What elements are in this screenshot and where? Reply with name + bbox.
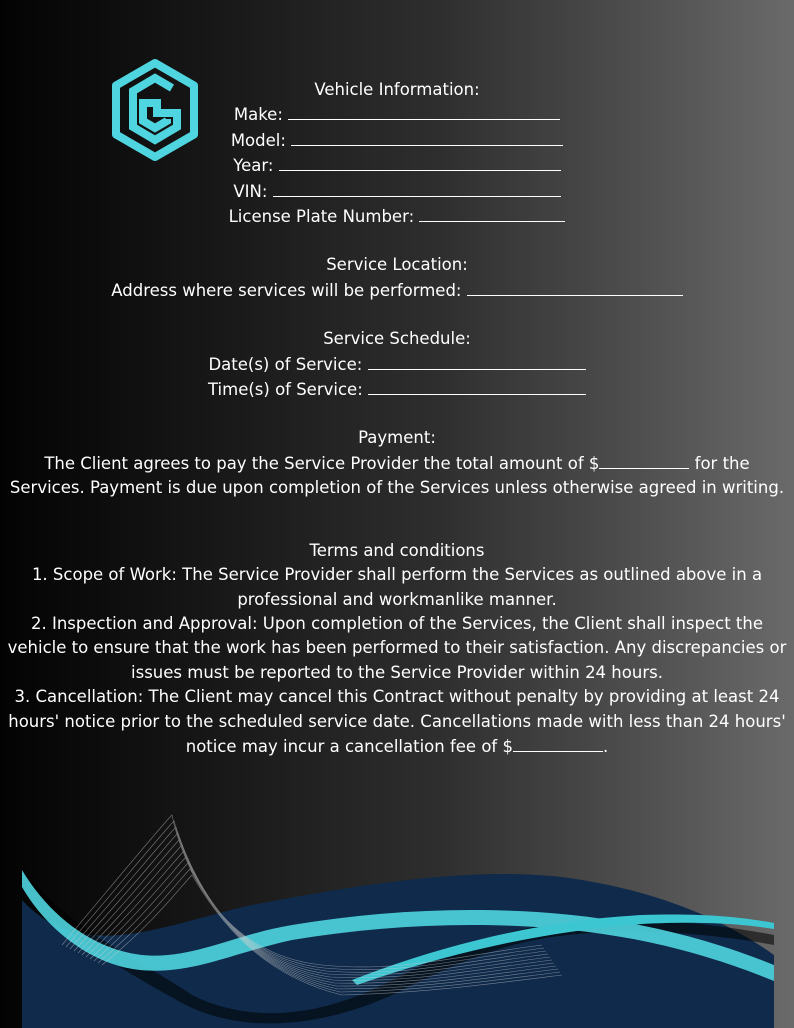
wave-decoration (22, 805, 774, 1028)
plate-field (0, 204, 794, 229)
model-field (0, 128, 794, 153)
plate-label: License Plate Number: (228, 207, 415, 227)
payment-amount-blank[interactable] (599, 451, 689, 469)
vehicle-heading: Vehicle Information: (314, 80, 480, 99)
year-field (0, 153, 794, 178)
plate-blank[interactable] (419, 204, 565, 222)
times-field (0, 377, 794, 402)
dates-field (0, 352, 794, 377)
times-blank[interactable] (368, 377, 586, 395)
times-label: Time(s) of Service: (207, 380, 363, 400)
dates-blank[interactable] (368, 352, 586, 370)
make-label: Make: (233, 105, 283, 125)
make-blank[interactable] (288, 102, 560, 120)
dates-label: Date(s) of Service: (208, 354, 363, 374)
model-label: Model: (230, 130, 286, 150)
vin-blank[interactable] (273, 179, 561, 197)
model-blank[interactable] (291, 128, 563, 146)
year-label: Year: (233, 156, 274, 176)
vin-label: VIN: (233, 181, 268, 201)
cancellation-fee-blank[interactable] (513, 734, 603, 752)
terms-item-3-text: 3. Cancellation: The Client may cancel this Contract without penalty by providing at least 24 hours' notice prior to the scheduled service date. Cancellations made with less than 24 hours' notice may incur a cancellation fee of $ (8, 687, 786, 756)
terms-item-2: 2. Inspection and Approval: Upon completion of the Services, the Client shall inspect the vehicle to ensure that the work has been performed to their satisfaction. Any discrepancies or issues must be reported to the Service Provider within 24 hours. (7, 613, 787, 682)
terms-heading: Terms and conditions (309, 540, 485, 560)
vin-field (0, 179, 794, 204)
payment-text-start: The Client agrees to pay the Service Provider the total amount of $ (44, 453, 600, 473)
terms-item-1: 1. Scope of Work: The Service Provider shall perform the Services as outlined above in a professional and workmanlike manner. (31, 565, 763, 609)
address-label: Address where services will be performed: (111, 280, 462, 300)
location-heading: Service Location: (326, 255, 468, 275)
payment-heading: Payment: (358, 428, 436, 448)
year-blank[interactable] (279, 153, 561, 171)
address-field (0, 278, 794, 303)
make-field (0, 102, 794, 127)
payment-text-end: for the Services. Payment is due upon completion of the Services unless otherwise agreed in writing. (9, 453, 785, 498)
payment-paragraph (0, 451, 794, 501)
terms-item-3-end: . (602, 736, 609, 756)
terms-item-3 (0, 685, 794, 759)
address-blank[interactable] (467, 278, 683, 296)
schedule-heading: Service Schedule: (323, 329, 471, 349)
contract-document (0, 78, 794, 759)
